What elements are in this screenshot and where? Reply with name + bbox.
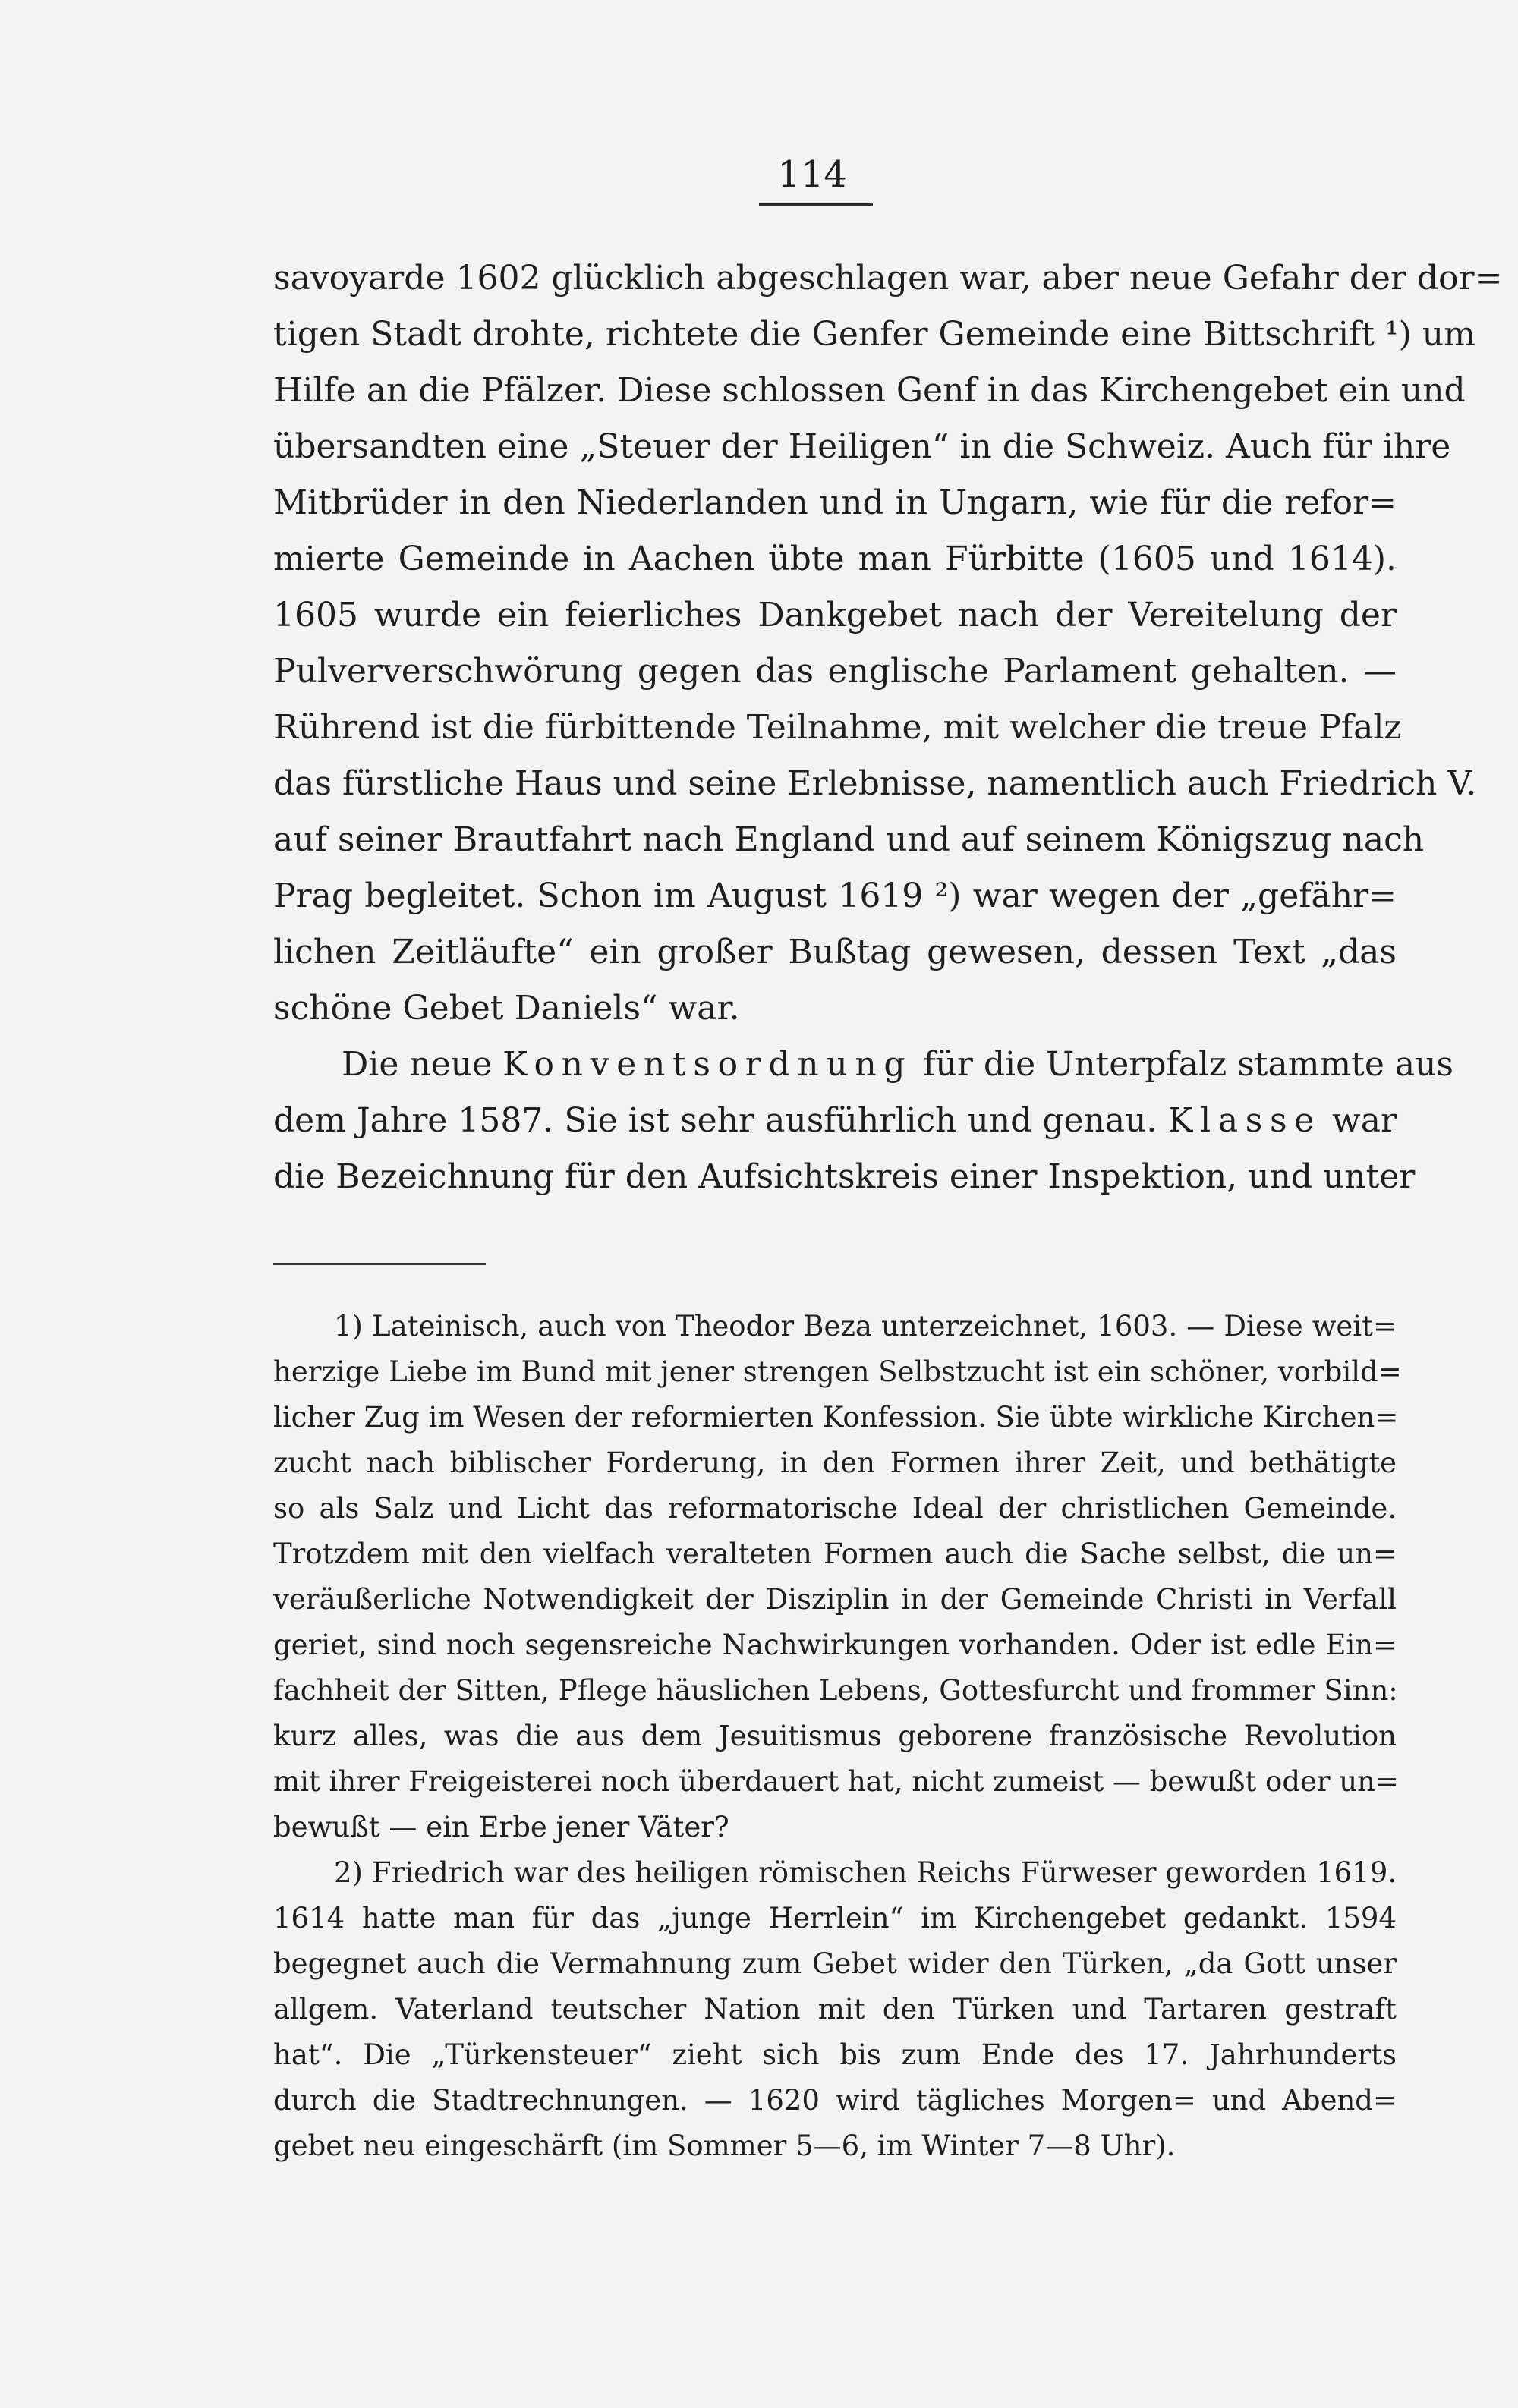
emphasized-term: Konventsordnung: [502, 1045, 913, 1084]
text-run: war: [1321, 1101, 1397, 1140]
footnote-line: allgem. Vaterland teutscher Nation mit den Türken und Tartaren gestraft: [273, 1993, 1397, 2026]
body-line: das fürstliche Haus und seine Erlebnisse, namentlich auch Friedrich V.: [273, 764, 1477, 803]
body-line: Pulververschwörung gegen das englische Parlament gehalten. —: [273, 652, 1397, 691]
text-run: für die Unterpfalz stammte aus: [912, 1045, 1454, 1084]
footnote-line: 1) Lateinisch, auch von Theodor Beza unterzeichnet, 1603. — Diese weit=: [334, 1310, 1397, 1342]
footnote-line: hat“. Die „Türkensteuer“ zieht sich bis zum Ende des 17. Jahrhunderts: [273, 2038, 1397, 2071]
footnote-line: geriet, sind noch segensreiche Nachwirkungen vorhanden. Oder ist edle Ein=: [273, 1629, 1397, 1661]
footnote-line: begegnet auch die Vermahnung zum Gebet wider den Türken, „da Gott unser: [273, 1947, 1397, 1980]
text-run: dem Jahre 1587. Sie ist sehr ausführlich und genau.: [273, 1101, 1157, 1140]
body-line: übersandten eine „Steuer der Heiligen“ in die Schweiz. Auch für ihre: [273, 427, 1451, 466]
body-line: tigen Stadt drohte, richtete die Genfer Gemeinde eine Bittschrift ¹) um: [273, 315, 1475, 354]
footnote-line: 1614 hatte man für das „junge Herrlein“ im Kirchengebet gedankt. 1594: [273, 1902, 1397, 1934]
body-line: Prag begleitet. Schon im August 1619 ²) war wegen der „gefähr=: [273, 877, 1397, 915]
footnote-line: veräußerliche Notwendigkeit der Disziplin in der Gemeinde Christi in Verfall: [273, 1583, 1397, 1616]
text-run: Die neue: [342, 1045, 503, 1084]
footnote-line: bewußt — ein Erbe jener Väter?: [273, 1811, 729, 1843]
body-line: mierte Gemeinde in Aachen übte man Fürbitte (1605 und 1614).: [273, 540, 1397, 578]
footnote-line: so als Salz und Licht das reformatorische Ideal der christlichen Gemeinde.: [273, 1492, 1397, 1525]
body-line: Hilfe an die Pfälzer. Diese schlossen Genf in das Kirchengebet ein und: [273, 371, 1466, 410]
body-line: auf seiner Brautfahrt nach England und auf seinem Königszug nach: [273, 820, 1425, 859]
body-line: schöne Gebet Daniels“ war.: [273, 989, 740, 1028]
footnote-line: gebet neu eingeschärft (im Sommer 5—6, im Winter 7—8 Uhr).: [273, 2129, 1176, 2162]
paragraph-2-line-1: [273, 1037, 1454, 1093]
body-line: savoyarde 1602 glücklich abgeschlagen war, aber neue Gefahr der dor=: [273, 259, 1503, 297]
footnote-line: licher Zug im Wesen der reformierten Konfession. Sie übte wirkliche Kirchen=: [273, 1401, 1399, 1434]
footnote-line: mit ihrer Freigeisterei noch überdauert hat, nicht zumeist — bewußt oder un=: [273, 1765, 1400, 1798]
footnotes: [273, 1304, 1402, 2169]
body-line: lichen Zeitläufte“ ein großer Bußtag gewesen, dessen Text „das: [273, 933, 1397, 971]
emphasized-term: Klasse: [1167, 1101, 1321, 1140]
main-text: [273, 250, 1503, 1205]
footnote-rule: [273, 1263, 486, 1265]
page-number: 114: [777, 153, 847, 196]
footnote-line: durch die Stadtrechnungen. — 1620 wird tägliches Morgen= und Abend=: [273, 2084, 1397, 2117]
footnote-line: kurz alles, was die aus dem Jesuitismus geborene französische Revolution: [273, 1720, 1397, 1752]
footnote-line: fachheit der Sitten, Pflege häuslichen Lebens, Gottesfurcht und frommer Sinn:: [273, 1674, 1398, 1707]
page-number-rule: [759, 203, 873, 206]
body-line: Rührend ist die fürbittende Teilnahme, mit welcher die treue Pfalz: [273, 708, 1402, 747]
body-line: Mitbrüder in den Niederlanden und in Ungarn, wie für die refor=: [273, 483, 1397, 522]
footnote-line: 2) Friedrich war des heiligen römischen Reichs Fürweser geworden 1619.: [334, 1856, 1397, 1889]
paragraph-2-line-3: die Bezeichnung für den Aufsichtskreis einer Inspektion, und unter: [273, 1157, 1416, 1196]
body-line: 1605 wurde ein feierliches Dankgebet nach der Vereitelung der: [273, 596, 1397, 634]
footnote-line: Trotzdem mit den vielfach veralteten Formen auch die Sache selbst, die un=: [273, 1538, 1397, 1570]
footnote-line: zucht nach biblischer Forderung, in den Formen ihrer Zeit, und bethätigte: [273, 1446, 1397, 1479]
paragraph-2-line-2: [273, 1093, 1397, 1149]
footnote-line: herzige Liebe im Bund mit jener strengen Selbstzucht ist ein schöner, vorbild=: [273, 1355, 1402, 1388]
